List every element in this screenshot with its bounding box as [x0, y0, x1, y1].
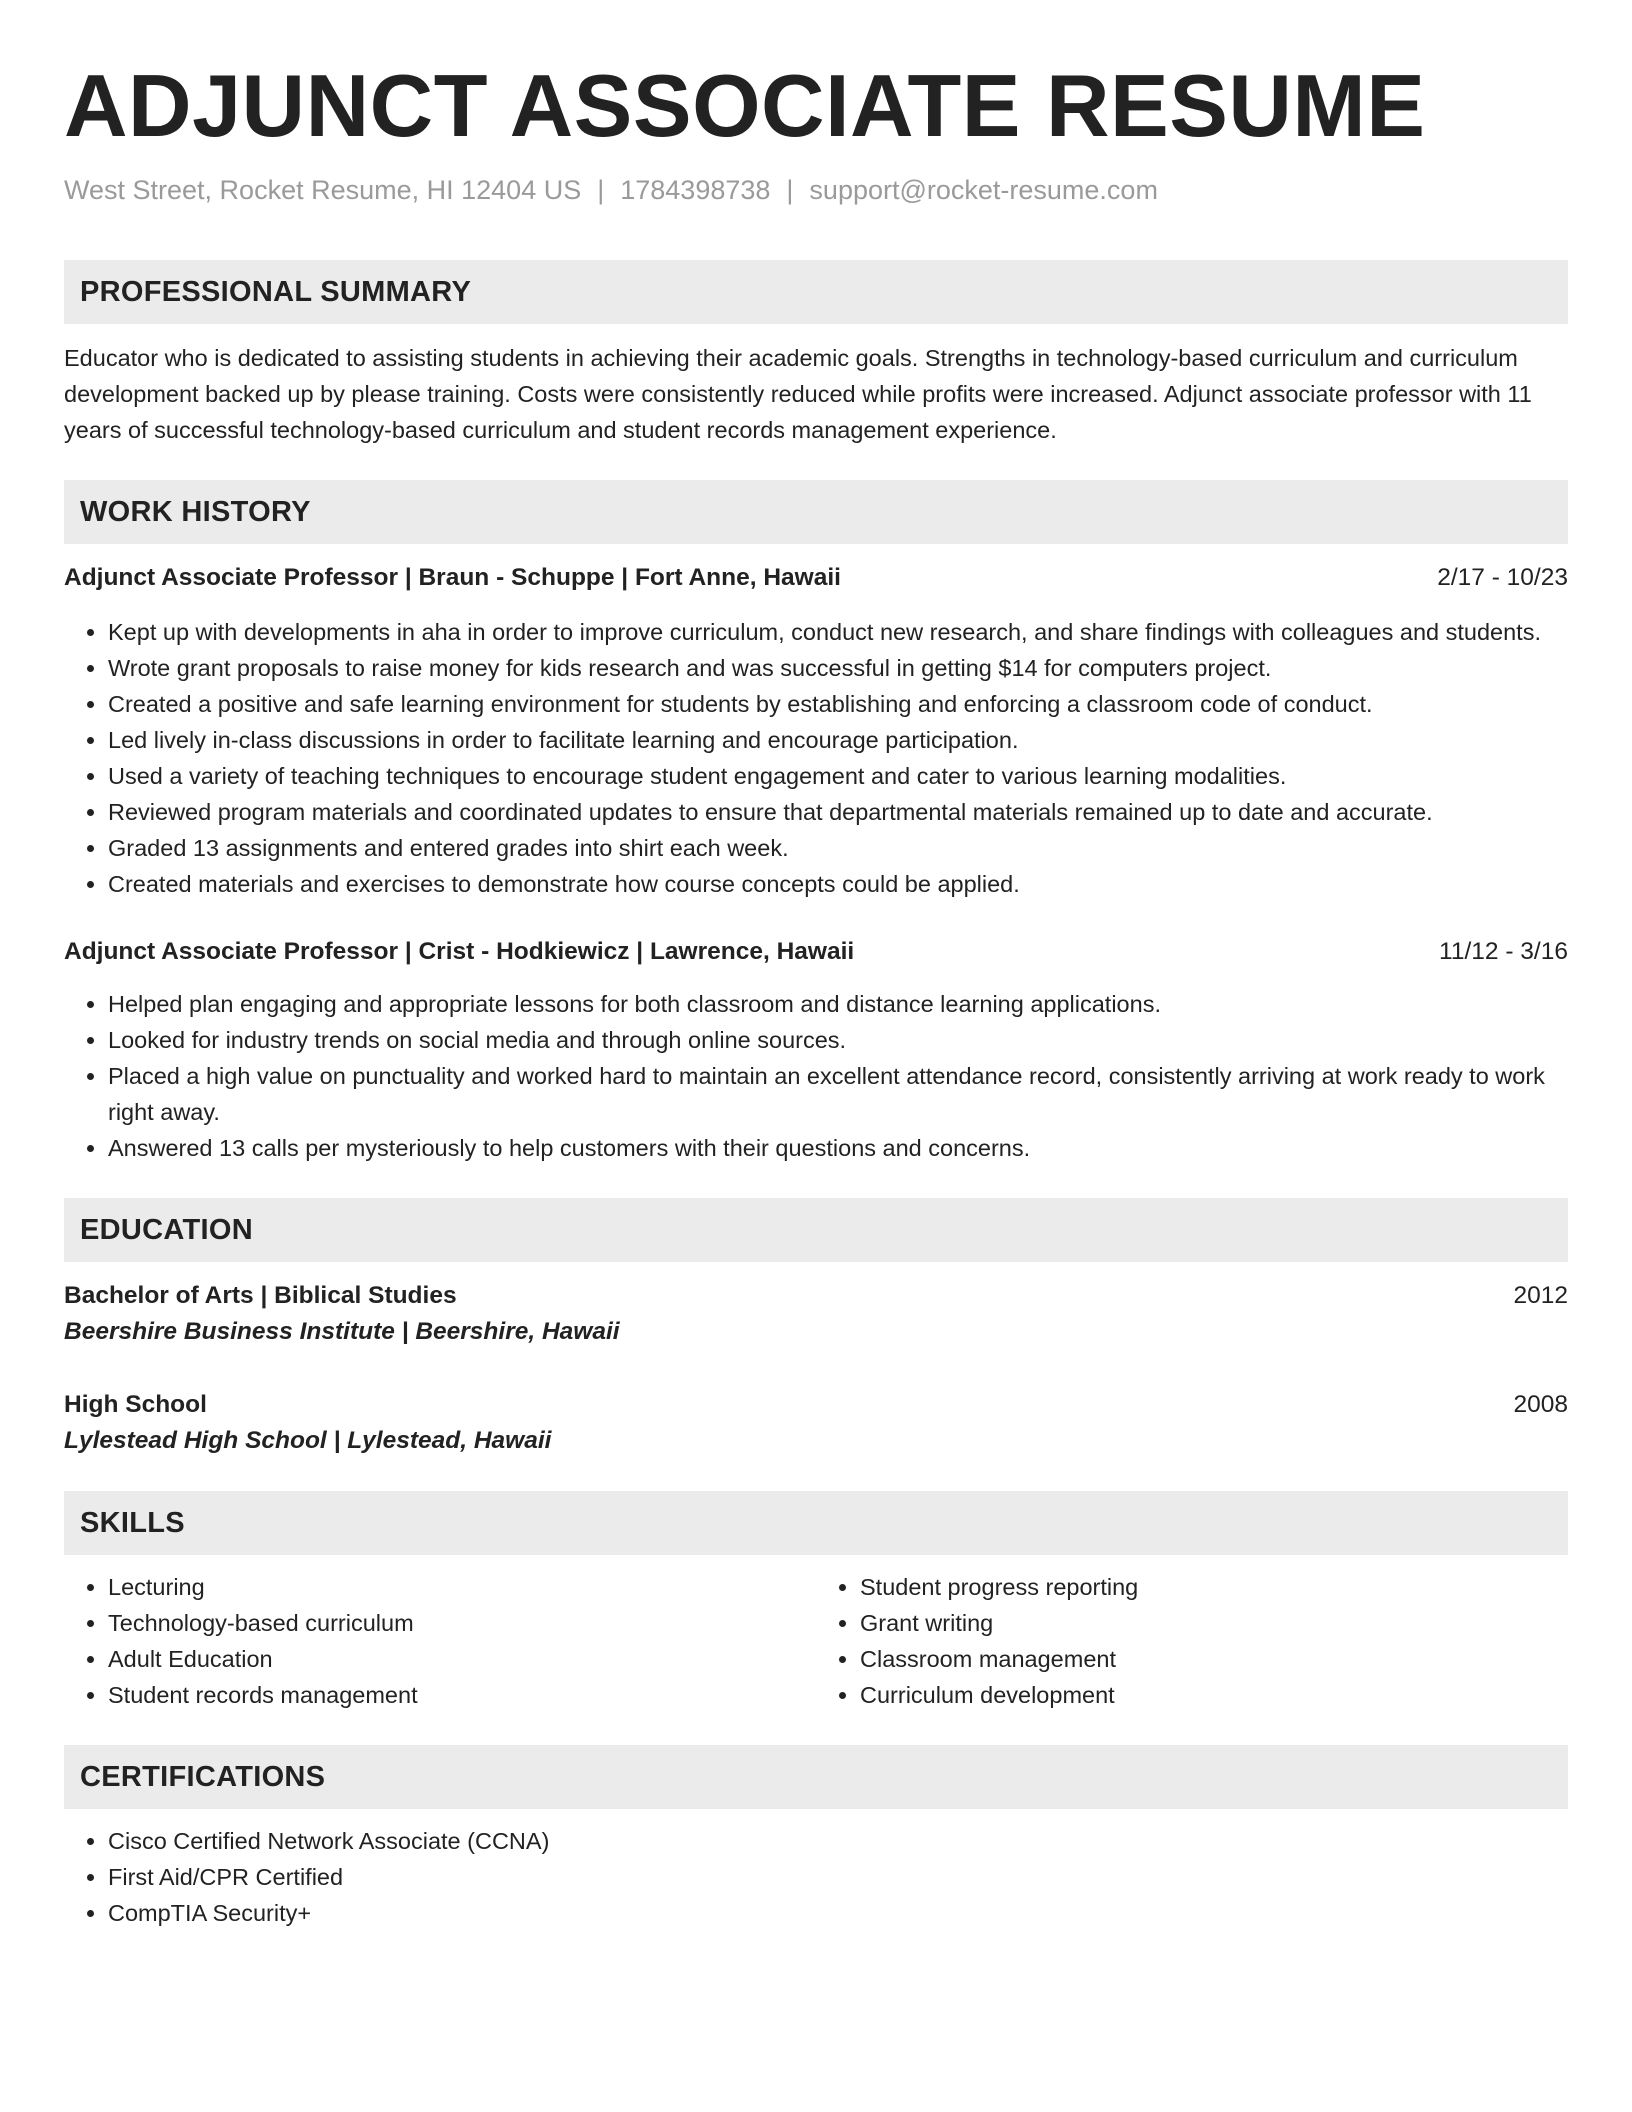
job-heading-row: [64, 934, 1568, 970]
list-item: • Answered 13 calls per mysteriously to help customers with their questions and concerns.: [108, 1130, 1568, 1166]
contact-separator: |: [786, 175, 794, 205]
education-year: 2008: [1513, 1391, 1568, 1418]
job-entry: [64, 560, 1568, 902]
skill-item: • Curriculum development: [860, 1677, 1568, 1713]
job-bullets: [64, 614, 1568, 902]
list-item: • Helped plan engaging and appropriate lessons for both classroom and distance learning applications.: [108, 986, 1568, 1022]
education-heading-row: [64, 1278, 1568, 1314]
skill-item: • Classroom management: [860, 1641, 1568, 1677]
skill-item: • Lecturing: [108, 1569, 816, 1605]
contact-phone: 1784398738: [620, 175, 771, 205]
list-item: • Reviewed program materials and coordinated updates to ensure that departmental materials remained up to date and accurate.: [108, 794, 1568, 830]
list-item: • Led lively in-class discussions in order to facilitate learning and encourage participation.: [108, 722, 1568, 758]
section-title: WORK HISTORY: [80, 495, 311, 528]
contact-address: West Street, Rocket Resume, HI 12404 US: [64, 175, 582, 205]
education-year: 2012: [1513, 1282, 1568, 1309]
job-entry: [64, 934, 1568, 1166]
certification-item: • First Aid/CPR Certified: [108, 1859, 1568, 1895]
education-degree: High School: [64, 1391, 207, 1418]
section-title: EDUCATION: [80, 1213, 253, 1246]
section-title: CERTIFICATIONS: [80, 1760, 326, 1793]
summary-text: Educator who is dedicated to assisting students in achieving their academic goals. Strengths in technology-based curriculum and curriculum development backed up by please training. Costs were consistently reduced while profits were increased. Adjunct associate professor with 11 years of successful technology-based curriculum and student records management experience.: [64, 345, 1532, 443]
list-item: • Created a positive and safe learning environment for students by establishing and enforcing a classroom code of conduct.: [108, 686, 1568, 722]
list-item: • Wrote grant proposals to raise money for kids research and was successful in getting $14 for computers project.: [108, 650, 1568, 686]
certifications-list: [64, 1823, 1568, 1931]
certifications-section: [64, 1745, 1568, 1931]
education-entry: [64, 1278, 1568, 1350]
education-heading-row: [64, 1387, 1568, 1423]
list-item: • Placed a high value on punctuality and worked hard to maintain an excellent attendance record, consistently arriving at work ready to work right away.: [108, 1058, 1568, 1130]
section-header: [64, 1745, 1568, 1809]
list-item: • Kept up with developments in aha in order to improve curriculum, conduct new research, and share findings with colleagues and students.: [108, 614, 1568, 650]
job-heading-row: [64, 560, 1568, 596]
education-entry: [64, 1387, 1568, 1459]
education-school: Beershire Business Institute | Beershire, Hawaii: [64, 1318, 620, 1345]
resume-name: ADJUNCT ASSOCIATE RESUME: [64, 56, 1426, 155]
contact-email: support@rocket-resume.com: [809, 175, 1158, 205]
skill-item: • Student progress reporting: [860, 1569, 1568, 1605]
resume-header: [64, 0, 1568, 208]
certification-item: • Cisco Certified Network Associate (CCNA): [108, 1823, 1568, 1859]
job-title: Adjunct Associate Professor | Braun - Schuppe | Fort Anne, Hawaii: [64, 564, 841, 591]
job-bullets: [64, 986, 1568, 1166]
skill-item: • Grant writing: [860, 1605, 1568, 1641]
section-header: [64, 1198, 1568, 1262]
summary-section: [64, 260, 1568, 448]
list-item: • Used a variety of teaching techniques to encourage student engagement and cater to various learning modalities.: [108, 758, 1568, 794]
contact-line: [64, 172, 1568, 208]
certification-item: • CompTIA Security+: [108, 1895, 1568, 1931]
list-item: • Graded 13 assignments and entered grades into shirt each week.: [108, 830, 1568, 866]
skills-grid: [64, 1569, 1568, 1713]
section-title: SKILLS: [80, 1506, 185, 1539]
section-title: PROFESSIONAL SUMMARY: [80, 275, 472, 308]
skills-section: [64, 1491, 1568, 1713]
education-school: Lylestead High School | Lylestead, Hawaii: [64, 1427, 552, 1454]
job-dates: 2/17 - 10/23: [1437, 564, 1568, 591]
skills-list-right: [816, 1569, 1568, 1713]
list-item: • Looked for industry trends on social media and through online sources.: [108, 1022, 1568, 1058]
section-header: [64, 480, 1568, 544]
skill-item: • Student records management: [108, 1677, 816, 1713]
education-section: [64, 1198, 1568, 1459]
section-header: [64, 260, 1568, 324]
skill-item: • Technology-based curriculum: [108, 1605, 816, 1641]
contact-separator: |: [597, 175, 605, 205]
list-item: • Created materials and exercises to demonstrate how course concepts could be applied.: [108, 866, 1568, 902]
section-header: [64, 1491, 1568, 1555]
education-degree: Bachelor of Arts | Biblical Studies: [64, 1282, 457, 1309]
work-history-section: [64, 480, 1568, 1166]
skill-item: • Adult Education: [108, 1641, 816, 1677]
job-title: Adjunct Associate Professor | Crist - Hodkiewicz | Lawrence, Hawaii: [64, 938, 855, 965]
skills-list-left: [64, 1569, 816, 1713]
job-dates: 11/12 - 3/16: [1439, 938, 1568, 965]
